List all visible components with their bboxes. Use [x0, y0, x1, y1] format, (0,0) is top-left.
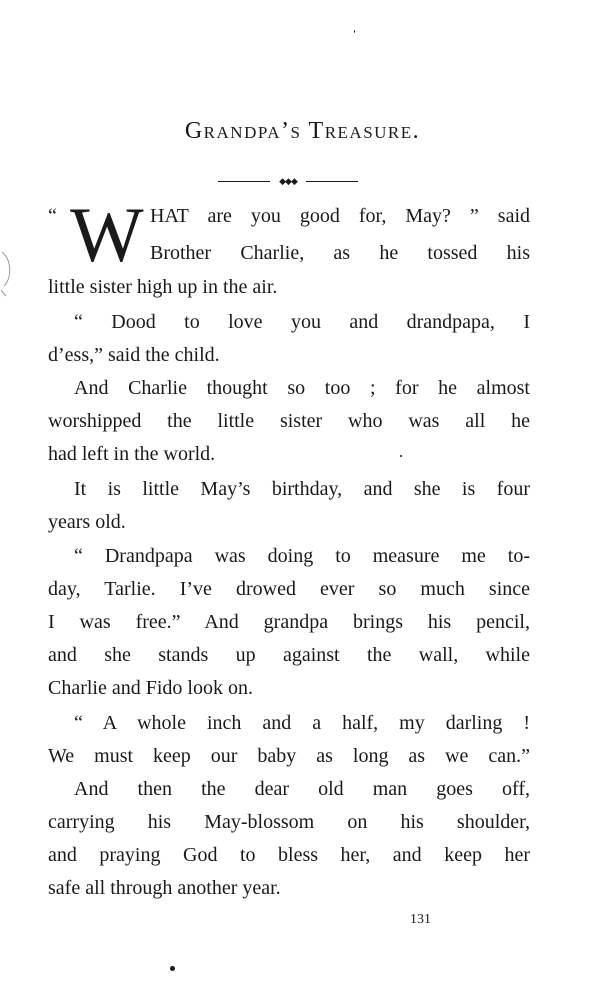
text-line: worshipped the little sister who was all he: [48, 410, 530, 432]
text-line: d’ess,” said the child.: [48, 344, 220, 366]
text-line: “ Dood to love you and drandpapa, I: [74, 311, 530, 333]
text-line: years old.: [48, 511, 126, 533]
text-line: And then the dear old man goes off,: [74, 778, 530, 800]
ornament-rule-left: [218, 181, 270, 182]
text-line: little sister high up in the air.: [48, 276, 278, 298]
text-line: I was free.” And grandpa brings his pencil,: [48, 611, 530, 633]
scan-speck: [354, 30, 355, 33]
text-line: had left in the world.: [48, 443, 216, 465]
text-line: HAT are you good for, May? ” said: [150, 205, 530, 227]
ornament-rule-right: [306, 181, 358, 182]
text-line: carrying his May-blossom on his shoulder,: [48, 811, 530, 833]
text-line: It is little May’s birthday, and she is four: [74, 478, 530, 500]
drop-cap: W: [70, 191, 144, 278]
opening-quote: “: [48, 205, 57, 227]
title-ornament: [218, 175, 358, 189]
text-line: Brother Charlie, as he tossed his: [150, 242, 530, 264]
text-line: We must keep our baby as long as we can.”: [48, 745, 530, 767]
text-line: and praying God to bless her, and keep her: [48, 844, 530, 866]
text-line: and she stands up against the wall, while: [48, 644, 530, 666]
text-line: And Charlie thought so too ; for he almost: [74, 377, 530, 399]
text-line: day, Tarlie. I’ve drowed ever so much since: [48, 578, 530, 600]
scan-speck: [170, 966, 175, 971]
text-line: “ A whole inch and a half, my darling !: [74, 712, 530, 734]
chapter-title: Grandpa’s Treasure.: [184, 118, 421, 144]
scan-speck: [400, 455, 402, 457]
text-line: “ Drandpapa was doing to measure me to-: [74, 545, 530, 567]
text-line: safe all through another year.: [48, 877, 281, 899]
text-line: Charlie and Fido look on.: [48, 677, 253, 699]
page-number: 131: [410, 912, 431, 927]
scan-edge-mark: [0, 250, 16, 300]
ornament-diamonds: ◆◆◆: [279, 176, 297, 186]
